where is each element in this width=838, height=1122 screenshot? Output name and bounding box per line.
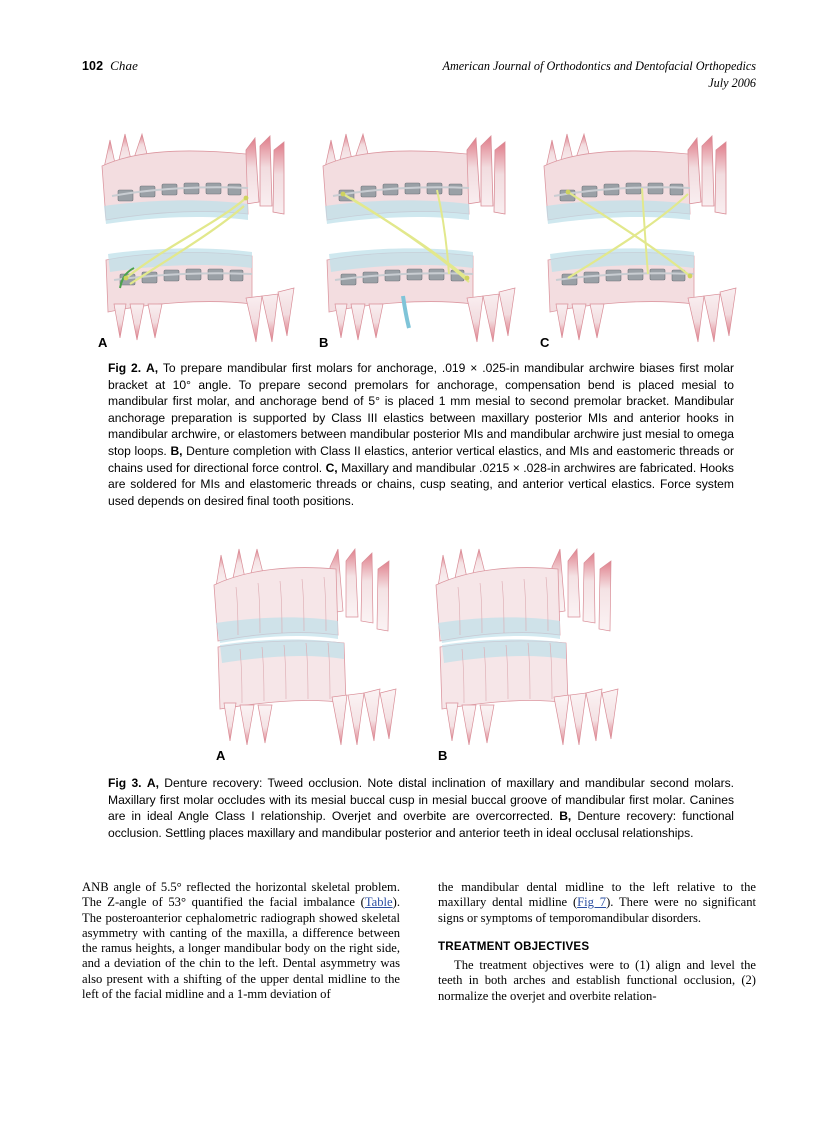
running-head-left (82, 58, 138, 74)
occlusion-illustration-a (212, 543, 402, 763)
dentition-illustration-c (538, 128, 744, 350)
figure-3-label: Fig 3. (108, 776, 142, 790)
treatment-objectives-paragraph: The treatment objectives were to (1) align and level the teeth in both arches and establish functional occlusion, (2) normalize the overjet and overbite relation- (438, 958, 756, 1003)
left-column-paragraph (82, 880, 400, 1002)
figure-2-panel-b (317, 128, 523, 350)
figure-3-caption (108, 775, 734, 841)
fig7-cross-reference-link[interactable]: Fig 7 (577, 895, 607, 910)
figure-2-panel-a (96, 128, 302, 350)
figure-2-part-a-letter: A, (146, 361, 159, 375)
figure-2-label: Fig 2. (108, 361, 142, 375)
figure-2-part-c-text: Maxillary and mandibular .0215 × .028-in archwires are fabricated. Hooks are soldered for MIs and elastomeric threads or chains, cusp seating, and anterior vertical elastics. Force system used depends on desired final tooth positions. (108, 460, 734, 508)
figure-3-part-a-letter: A, (146, 776, 159, 790)
right-text-after-link: ). There were no significant signs or symptoms of temporomandibular disorders. (438, 895, 757, 925)
dentition-illustration-a (96, 128, 302, 350)
body-text (82, 880, 756, 1060)
figure-3-part-b-text: Denture recovery: functional occlusion. Settling places maxillary and mandibular posterior and anterior teeth in ideal occlusal relationships. (108, 809, 734, 840)
dentition-illustration-b (317, 128, 523, 350)
journal-title: American Journal of Orthodontics and Dentofacial Orthopedics (442, 59, 756, 73)
page-number: 102 (82, 59, 104, 73)
section-heading-treatment-objectives: TREATMENT OBJECTIVES (438, 939, 590, 953)
figure-2-panels (96, 128, 744, 350)
body-column-right (438, 880, 756, 1004)
table-cross-reference-link[interactable]: Table (364, 895, 393, 910)
occlusion-illustration-b (434, 543, 624, 763)
figure-3-panel-a (212, 543, 402, 763)
right-text-before-link: the mandibular dental midline to the left relative to the maxillary dental midline ( (438, 880, 756, 910)
figure-2-panel-letter-a: A (98, 335, 108, 350)
figure-3-part-b-letter: B, (559, 809, 572, 824)
figure-2-part-b-letter: B, (170, 443, 183, 458)
figure-3-part-a-text: Denture recovery: Tweed occlusion. Note distal inclination of maxillary and mandibular second molars. Maxillary first molar occludes with its mesial buccal cusp in mesial buccal groove of mandibular first molar. Canines are in ideal Angle Class I relationship. Overjet and overbite are overcorrected. (108, 776, 734, 824)
running-head-author: Chae (110, 58, 138, 73)
journal-issue-date: July 2006 (708, 76, 756, 90)
body-column-left (82, 880, 400, 1002)
figure-3-panel-b (434, 543, 624, 763)
running-head (82, 58, 756, 100)
figure-2-part-a-text: To prepare mandibular first molars for anchorage, .019 × .025-in mandibular archwire biases first molar bracket at 10° angle. To prepare second premolars for anchorage, compensation bend is placed mesial to mandibular first molar, and anchorage bend of 5° is placed 1 mm mesial to second premolar bracket. Mandibular anchorage preparation is supported by Class III elastics between maxillary posterior MIs and anterior hooks in mandibular archwire, or elastomers between mandibular posterior MIs and mandibular archwire just mesial to omega stop loops. (108, 361, 734, 458)
running-head-journal (443, 58, 756, 92)
figure-2 (96, 128, 744, 350)
figure-3-panels (212, 543, 624, 763)
right-column-paragraph (438, 880, 756, 926)
figure-2-panel-letter-c: C (540, 335, 550, 350)
figure-2-part-b-text: Denture completion with Class II elastics, anterior vertical elastics, and MIs and eastomeric threads or chains used for directional force control. (108, 443, 734, 475)
figure-3-panel-letter-a: A (216, 748, 226, 763)
figure-2-caption (108, 360, 734, 509)
left-text-before-link: ANB angle of 5.5° reflected the horizontal skeletal problem. The Z-angle of 53° quantified the facial imbalance ( (82, 880, 400, 910)
figure-2-panel-letter-b: B (319, 335, 329, 350)
figure-2-part-c-letter: C, (325, 460, 338, 475)
figure-2-panel-c (538, 128, 744, 350)
left-text-after-link: ). The posteroanterior cephalometric radiograph showed skeletal asymmetry with canting of the maxilla, a difference between the ramus heights, a longer mandibular body on the right side, and a deviation of the chin to the left. Dental asymmetry was also present with a shifting of the upper dental midline to the left of the facial midline and a 1-mm deviation of (82, 895, 400, 1002)
figure-3-panel-letter-b: B (438, 748, 448, 763)
figure-3 (212, 543, 624, 763)
